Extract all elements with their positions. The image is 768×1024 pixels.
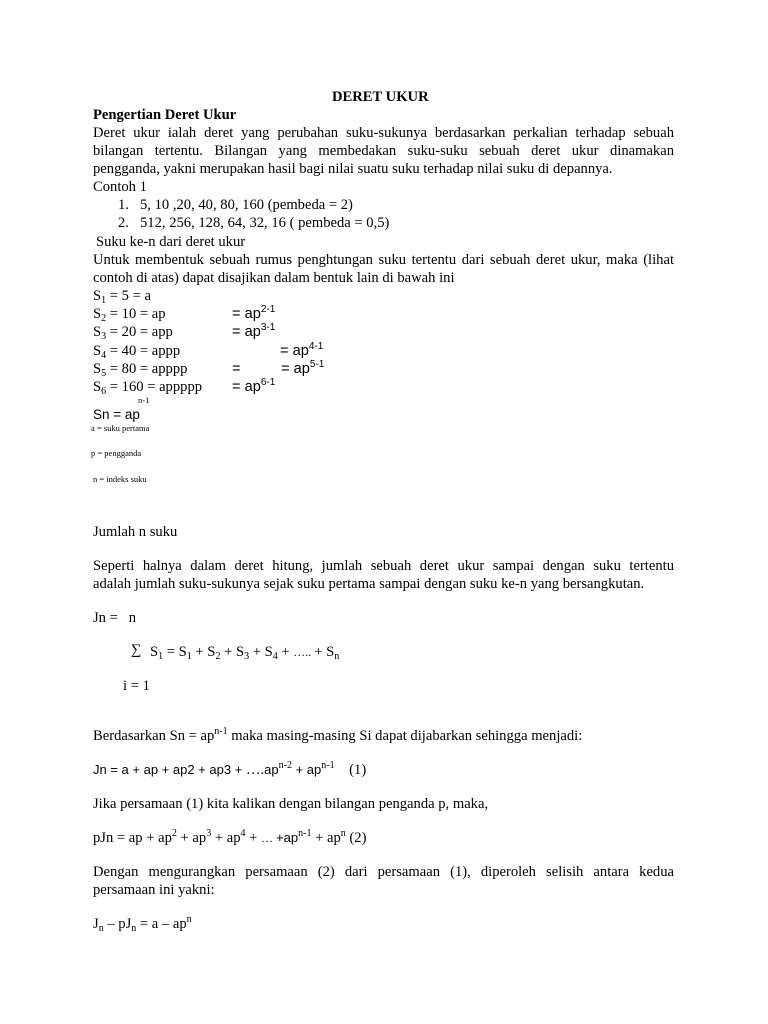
sum-expression: $S_1 = S_1 + S_2 + S_3 + S_4$ + ….. + $S_n$ [150, 644, 340, 662]
contoh-label: Contoh 1 [93, 179, 147, 195]
paragraph-line: pengganda, yakni merupakan hasil bagi nilai suatu suku terhadap nilai suku di depannya. [93, 161, 613, 177]
sum-index: i = 1 [123, 678, 150, 694]
equation-1: Jn = a + ap + $ap2 + ap3 + \dots.ap^{n-2} + ap^{n-1}$ (1) [93, 760, 367, 778]
term-row: $S_3 = 20$ = app [93, 324, 173, 342]
term-row: $S_2 = 10$ = ap [93, 306, 166, 324]
list-number: 2. [118, 215, 129, 231]
document-title: DERET UKUR [332, 89, 429, 105]
paragraph-line: adalah jumlah suku-sukunya sejak suku pertama sampai dengan suku ke-n yang bersangkutan. [93, 576, 645, 592]
term-rhs: = $ap^{6-1}$ [232, 377, 276, 395]
definition-n: n = indeks suku [93, 474, 147, 484]
paragraph-line: persamaan ini yakni: [93, 882, 215, 898]
definition-a: a = suku pertama [91, 423, 150, 433]
jika-line: Jika persamaan (1) kita kalikan dengan bilangan penganda p, maka, [93, 796, 489, 812]
paragraph-line: Untuk membentuk sebuah rumus penghtungan suku tertentu dari sebuah deret ukur, maka (lihat [93, 252, 674, 268]
berdasarkan-line: Berdasarkan $Sn = ap^{n-1}$ maka masing-masing Si dapat dijabarkan sehingga menjadi: [93, 726, 583, 744]
paragraph-line: contoh di atas) dapat disajikan dalam bentuk lain di bawah ini [93, 270, 455, 286]
term-row: $S_6 = 160$ = appppp [93, 379, 203, 397]
subheading-suku: Suku ke-n dari deret ukur [96, 234, 246, 250]
sn-formula: Sn = ap [93, 407, 140, 422]
equation-3: $J_n - pJ_n = a - ap^n$ [93, 914, 192, 934]
term-rhs: = $ap^{3-1}$ [232, 322, 276, 340]
subheading-jumlah: Jumlah n suku [93, 524, 178, 540]
paragraph-line: Dengan mengurangkan persamaan (2) dari persamaan (1), diperoleh selisih antara kedua [93, 864, 674, 880]
equation-2: pJn = ap + $ap^2 + ap^3 + ap^4$ + … $+ap^{n-1} + ap^n$ (2) [93, 828, 367, 846]
term-row: $S_1 = 5 = a$ [93, 288, 151, 306]
list-number: 1. [118, 197, 129, 213]
term-rhs: = = $ap^{5-1}$ [232, 359, 325, 377]
sigma-symbol: ∑ [131, 642, 142, 658]
list-item: 512, 256, 128, 64, 32, 16 ( pembeda = 0,5) [140, 215, 390, 231]
term-rhs: = $ap^{4-1}$ [280, 341, 324, 359]
jn-top: Jn = n [93, 610, 137, 626]
paragraph-line: Seperti halnya dalam deret hitung, jumlah sebuah deret ukur sampai dengan suku tertentu [93, 558, 674, 574]
sn-exponent: n-1 [138, 395, 150, 405]
list-item: 5, 10 ,20, 40, 80, 160 (pembeda = 2) [140, 197, 353, 213]
term-row: $S_4 = 40$ = appp [93, 343, 181, 361]
definition-p: p = pengganda [91, 448, 142, 458]
section-heading: Pengertian Deret Ukur [93, 107, 237, 123]
term-rhs: = $ap^{2-1}$ [232, 304, 276, 322]
paragraph-line: Deret ukur ialah deret yang perubahan suku-sukunya berdasarkan perkalian terhadap sebuah [93, 125, 674, 141]
paragraph-line: bilangan tertentu. Bilangan yang membedakan suku-suku sebuah deret ukur dinamakan [93, 143, 674, 159]
term-row: $S_5 = 80$ = apppp [93, 361, 188, 379]
